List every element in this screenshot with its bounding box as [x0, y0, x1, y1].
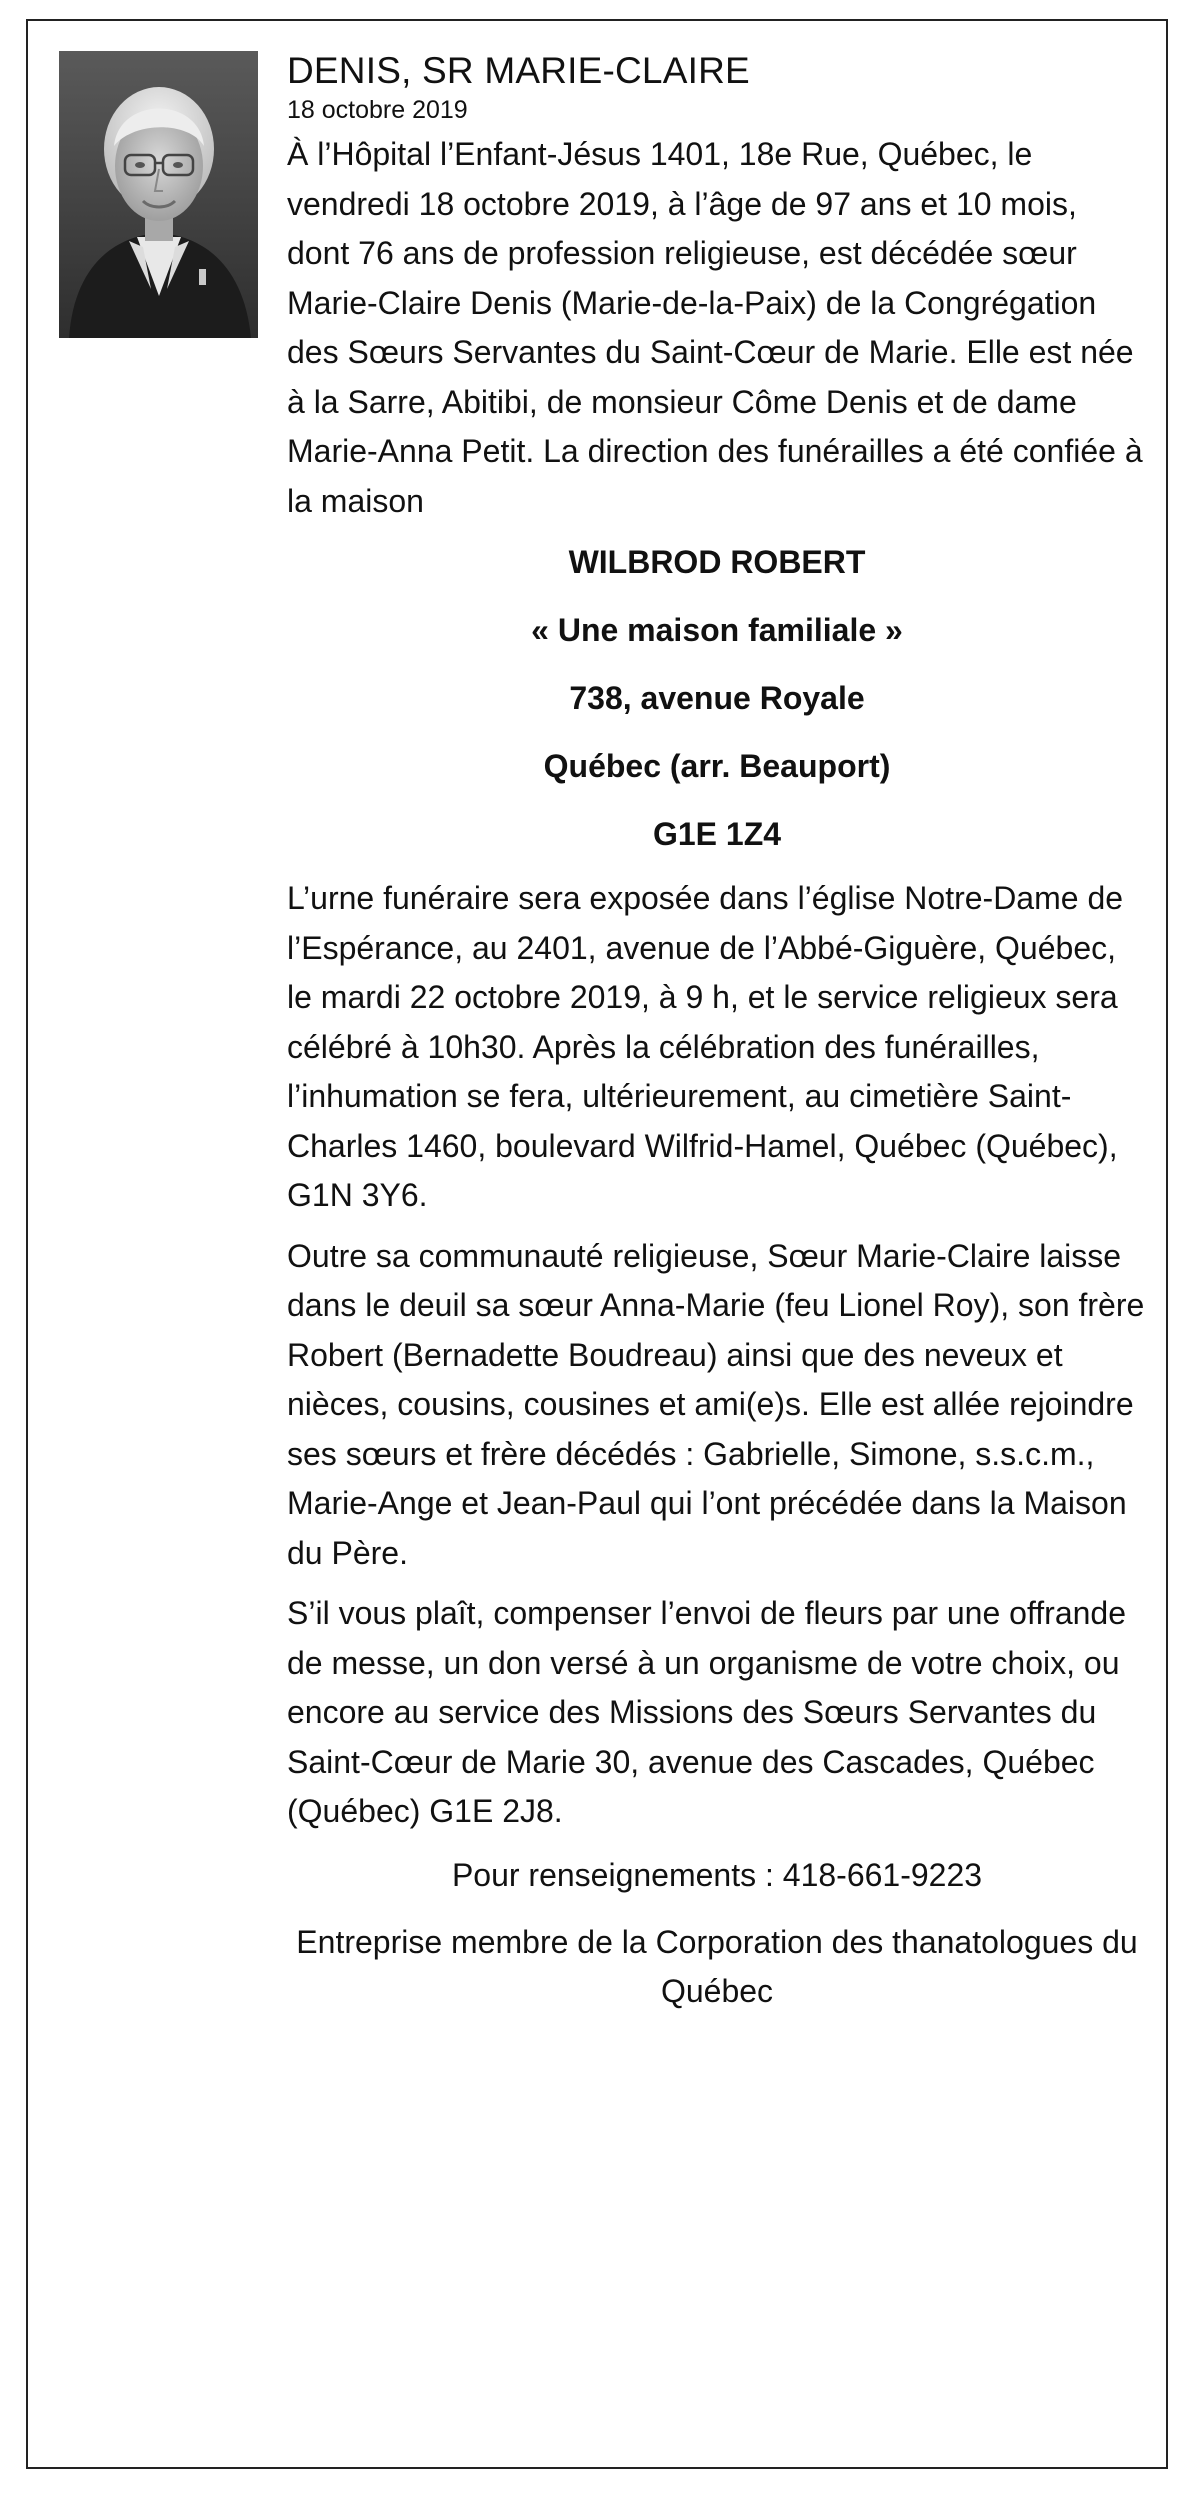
notice-date: 18 octobre 2019	[287, 96, 468, 124]
donations-paragraph: S’il vous plaît, compenser l’envoi de fleurs par une offrande de messe, un don versé à un organisme de votre choix, ou encore au service des Missions des Sœurs Servantes du Saint-Cœur de Marie 30, avenue des Cascades, Québec (Québec) G1E 2J8.	[287, 1595, 1126, 1829]
funeral-home-street: 738, avenue Royale	[569, 680, 865, 716]
corporation-membership: Entreprise membre de la Corporation des thanatologues du Québec	[296, 1923, 1138, 2009]
funeral-home-city: Québec (arr. Beauport)	[543, 748, 891, 784]
funeral-home-slogan: « Une maison familiale »	[531, 612, 903, 648]
death-announcement-paragraph: À l’Hôpital l’Enfant-Jésus 1401, 18e Rue, Québec, le vendredi 18 octobre 2019, à l’âge de 97 ans et 10 mois, dont 76 ans de profession religieuse, est décédée sœur Marie-Claire Denis (Marie-de-la-Paix) de la Congrégation des Sœurs Servantes du Saint-Cœur de Marie. Elle est née à la Sarre, Abitibi, de monsieur Côme Denis et de dame Marie-Anna Petit. La direction des funérailles a été confiée à la maison	[287, 136, 1143, 519]
funeral-home-block	[287, 538, 1147, 858]
contact-info: Pour renseignements : 418-661-9223	[451, 1856, 983, 1893]
obituary-content	[287, 48, 1147, 2016]
portrait-photo	[59, 51, 258, 338]
funeral-home-postal: G1E 1Z4	[652, 816, 782, 852]
service-details-paragraph: L’urne funéraire sera exposée dans l’église Notre-Dame de l’Espérance, au 2401, avenue de l’Abbé-Giguère, Québec, le mardi 22 octobre 2019, à 9 h, et le service religieux sera célébré à 10h30. Après la célébration des funérailles, l’inhumation se fera, ultérieurement, au cimetière Saint-Charles 1460, boulevard Wilfrid-Hamel, Québec (Québec), G1N 3Y6.	[287, 880, 1124, 1213]
deceased-name: DENIS, SR MARIE-CLAIRE	[287, 50, 750, 91]
survivors-paragraph: Outre sa communauté religieuse, Sœur Marie-Claire laisse dans le deuil sa sœur Anna-Marie (feu Lionel Roy), son frère Robert (Bernadette Boudreau) ainsi que des neveux et nièces, cousins, cousines et ami(e)s. Elle est allée rejoindre ses sœurs et frère décédés : Gabrielle, Simone, s.s.c.m., Marie-Ange et Jean-Paul qui l’ont précédée dans la Maison du Père.	[287, 1237, 1145, 1571]
funeral-home-name: WILBROD ROBERT	[568, 544, 866, 580]
portrait-illustration	[59, 51, 258, 338]
